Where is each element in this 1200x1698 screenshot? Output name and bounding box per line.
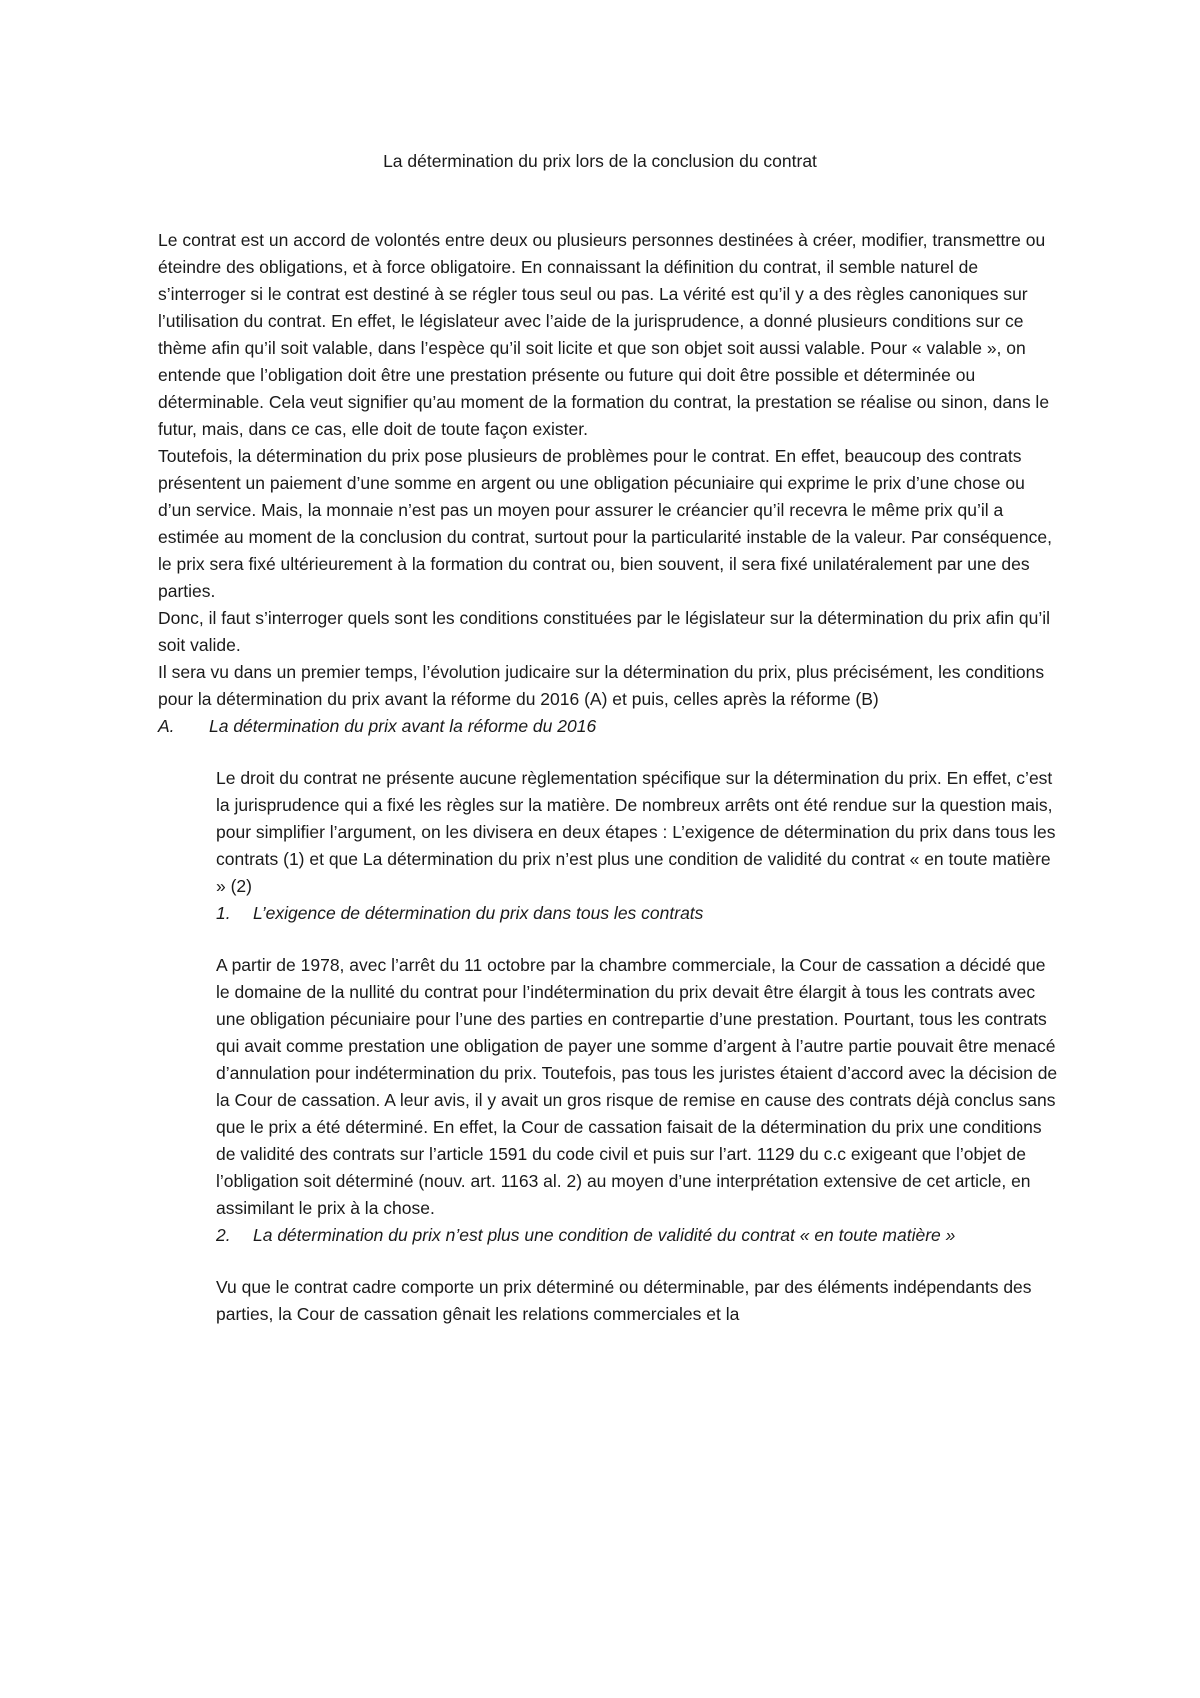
document-title: La détermination du prix lors de la conclusion du contrat xyxy=(383,151,817,171)
subsection-1-marker: 1. xyxy=(216,903,231,923)
section-a-text: Le droit du contrat ne présente aucune règlementation spécifique sur la détermination du prix. En effet, c’est la jurisprudence qui a fixé les règles sur la matière. De nombreux arrêts ont été rendue sur la question mais, pour simplifier l’argument, on les divisera en deux étapes : L’exigence de détermination du prix dans tous les contrats (1) et que La détermination du prix n’est plus une condition de validité du contrat « en toute matière » (2) xyxy=(216,768,1056,896)
subsection-2-marker: 2. xyxy=(216,1225,231,1245)
subsection-1-heading xyxy=(158,900,1058,927)
intro-paragraph-4: Il sera vu dans un premier temps, l’évolution judicaire sur la détermination du prix, plus précisément, les conditions pour la détermination du prix avant la réforme du 2016 (A) et puis, celles après la réforme (B) xyxy=(158,662,1045,709)
spacer xyxy=(158,200,1058,227)
subsection-2-heading-text: La détermination du prix n’est plus une condition de validité du contrat « en toute matière » xyxy=(253,1225,956,1245)
section-a-heading xyxy=(158,713,1058,740)
intro-paragraph-1: Le contrat est un accord de volontés entre deux ou plusieurs personnes destinées à créer, modifier, transmettre ou éteindre des obligations, et à force obligatoire. En connaissant la définition du contrat, il semble naturel de s’interroger si le contrat est destiné à se régler tous seul ou pas. La vérité est qu’il y a des règles canoniques sur l’utilisation du contrat. En effet, le législateur avec l’aide de la jurisprudence, a donné plusieurs conditions sur ce thème afin qu’il soit valable, dans l’espèce qu’il soit licite et que son objet soit aussi valable. Pour « valable », on entende que l’obligation doit être une prestation présente ou future qui doit être possible et déterminée ou déterminable. Cela veut signifier qu’au moment de la formation du contrat, la prestation se réalise ou sinon, dans le futur, mais, dans ce cas, elle doit de toute façon exister. xyxy=(158,230,1050,439)
intro-paragraph-3: Donc, il faut s’interroger quels sont les conditions constituées par le législateur sur la détermination du prix afin qu’il soit valide. xyxy=(158,608,1050,655)
section-a-heading-text: La détermination du prix avant la réforme du 2016 xyxy=(209,716,597,736)
subsection-2-text: Vu que le contrat cadre comporte un prix déterminé ou déterminable, par des éléments indépendants des parties, la Cour de cassation gênait les relations commerciales et la xyxy=(216,1277,1032,1324)
intro-paragraph-2: Toutefois, la détermination du prix pose plusieurs de problèmes pour le contrat. En effet, beaucoup des contrats présentent un paiement d’une somme en argent ou une obligation pécuniaire qui exprime le prix d’une chose ou d’un service. Mais, la monnaie n’est pas un moyen pour assurer le créancier qu’il recevra le même prix qu’il a estimée au moment de la conclusion du contrat, surtout pour la particularité instable de la valeur. Par conséquence, le prix sera fixé ultérieurement à la formation du contrat ou, bien souvent, il sera fixé unilatéralement par une des parties. xyxy=(158,446,1052,601)
subsection-2-heading xyxy=(158,1222,1058,1249)
subsection-1-text: A partir de 1978, avec l’arrêt du 11 octobre par la chambre commerciale, la Cour de cassation a décidé que le domaine de la nullité du contrat pour l’indétermination du prix devait être élargit à tous les contrats avec une obligation pécuniaire pour l’une des parties en contrepartie d’une prestation. Pourtant, tous les contrats qui avait comme prestation une obligation de payer une somme d’argent à l’autre partie pouvait être menacé d’annulation pour indétermination du prix. Toutefois, pas tous les juristes étaient d’accord avec la décision de la Cour de cassation. A leur avis, il y avait un gros risque de remise en cause des contrats déjà conclus sans que le prix a été déterminé. En effet, la Cour de cassation faisait de la détermination du prix une conditions de validité des contrats sur l’article 1591 du code civil et puis sur l’art. 1129 du c.c exigeant que l’objet de l’obligation soit déterminé (nouv. art. 1163 al. 2) au moyen d’une interprétation extensive de cet article, en assimilant le prix à la chose. xyxy=(216,955,1058,1218)
document-body xyxy=(158,200,1058,1328)
subsection-1-heading-text: L’exigence de détermination du prix dans tous les contrats xyxy=(253,903,704,923)
section-a-marker: A. xyxy=(158,716,175,736)
